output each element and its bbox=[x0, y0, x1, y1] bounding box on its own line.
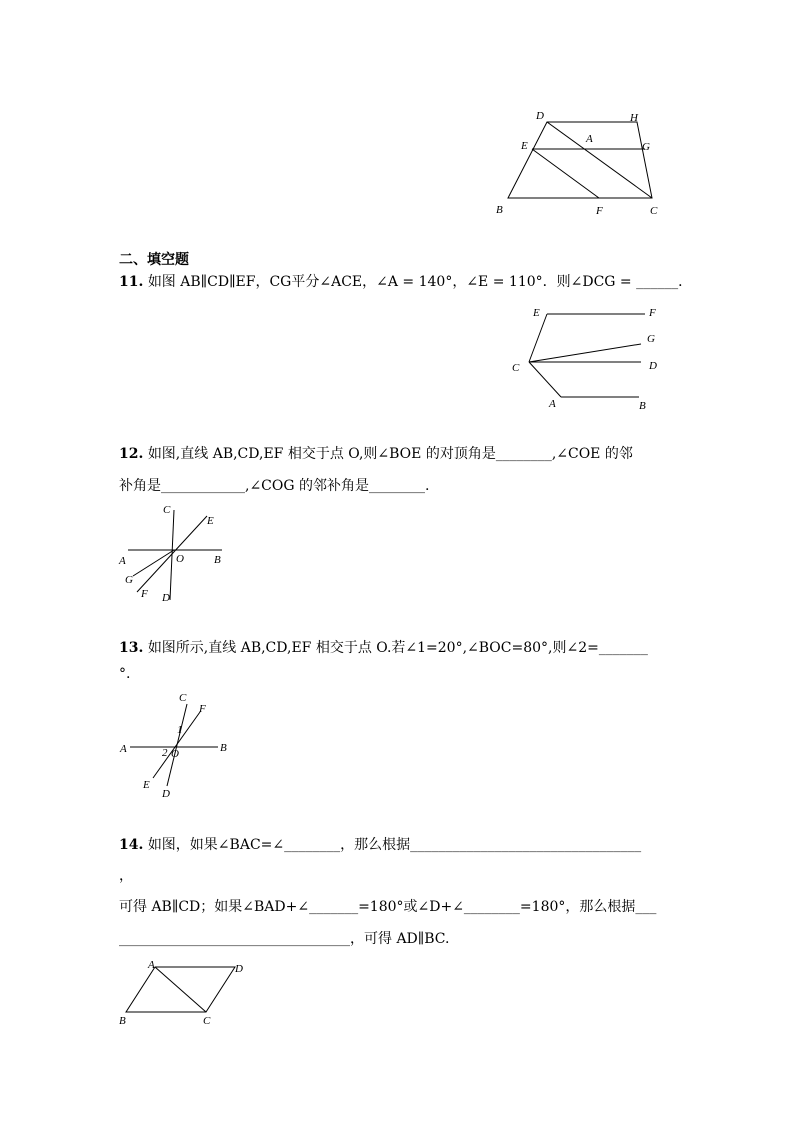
question-14-line3: 可得 AB∥CD；如果∠BAD+∠_______=180°或∠D+∠________=180°，那么根据___ bbox=[119, 899, 657, 915]
question-number: 13. bbox=[119, 640, 144, 656]
question-14-line4: _________________________________，可得 AD∥BC. bbox=[119, 931, 450, 947]
label-G: G bbox=[647, 333, 655, 345]
label-B: B bbox=[496, 204, 503, 216]
label-B: B bbox=[119, 1015, 126, 1027]
section-title: 二、填空题 bbox=[119, 252, 189, 268]
label-A: A bbox=[586, 133, 593, 145]
label-G: G bbox=[642, 141, 650, 153]
label-B: B bbox=[639, 400, 646, 412]
label-O: O bbox=[171, 748, 179, 760]
question-number: 11. bbox=[119, 274, 144, 290]
question-14-line2: ， bbox=[119, 868, 133, 884]
label-D: D bbox=[536, 110, 544, 122]
label-C: C bbox=[203, 1015, 211, 1027]
trapezoid-figure bbox=[490, 100, 670, 225]
label-C: C bbox=[179, 692, 187, 704]
q13-figure bbox=[115, 690, 240, 800]
question-13-line2: °. bbox=[119, 666, 131, 682]
label-C: C bbox=[163, 504, 171, 516]
label-C: C bbox=[650, 205, 658, 217]
question-text: 如图 AB∥CD∥EF，CG平分∠ACE，∠A = 140°，∠E = 110°．则∠DCG = ______． bbox=[147, 274, 693, 290]
label-1: 1 bbox=[177, 724, 183, 736]
question-text-line1: 如图，如果∠BAC=∠________，那么根据_________________________________ bbox=[147, 837, 642, 853]
label-A: A bbox=[549, 398, 556, 410]
label-A: A bbox=[148, 959, 155, 971]
label-F: F bbox=[649, 307, 656, 319]
question-text-line1: 如图所示,直线 AB,CD,EF 相交于点 O.若∠1=20°,∠BOC=80°,则∠2=_______ bbox=[147, 640, 648, 656]
q14-figure bbox=[115, 955, 255, 1030]
label-D: D bbox=[235, 963, 243, 975]
label-F: F bbox=[141, 588, 148, 600]
label-B: B bbox=[220, 742, 227, 754]
label-G: G bbox=[125, 574, 133, 586]
label-D: D bbox=[162, 592, 170, 604]
question-13 bbox=[119, 638, 648, 658]
label-O: O bbox=[176, 553, 184, 565]
question-number: 14. bbox=[119, 837, 144, 853]
label-E: E bbox=[207, 515, 214, 527]
label-E: E bbox=[143, 779, 150, 791]
q12-figure bbox=[115, 500, 235, 605]
q11-figure bbox=[505, 300, 675, 415]
label-D: D bbox=[162, 788, 170, 800]
label-A: A bbox=[120, 743, 127, 755]
label-E: E bbox=[521, 140, 528, 152]
question-text-line1: 如图,直线 AB,CD,EF 相交于点 O,则∠BOE 的对顶角是________,∠COE 的邻 bbox=[147, 446, 633, 462]
label-F: F bbox=[199, 703, 206, 715]
question-11 bbox=[119, 272, 692, 292]
label-C: C bbox=[512, 362, 520, 374]
question-number: 12. bbox=[119, 446, 144, 462]
label-2: 2 bbox=[162, 747, 168, 759]
label-E: E bbox=[533, 307, 540, 319]
label-F: F bbox=[596, 205, 603, 217]
label-D: D bbox=[649, 360, 657, 372]
question-14 bbox=[119, 835, 641, 855]
question-12-line2: 补角是____________,∠COG 的邻补角是________. bbox=[119, 478, 430, 494]
label-H: H bbox=[630, 112, 638, 124]
label-B: B bbox=[214, 554, 221, 566]
question-12 bbox=[119, 444, 633, 464]
label-A: A bbox=[119, 555, 126, 567]
